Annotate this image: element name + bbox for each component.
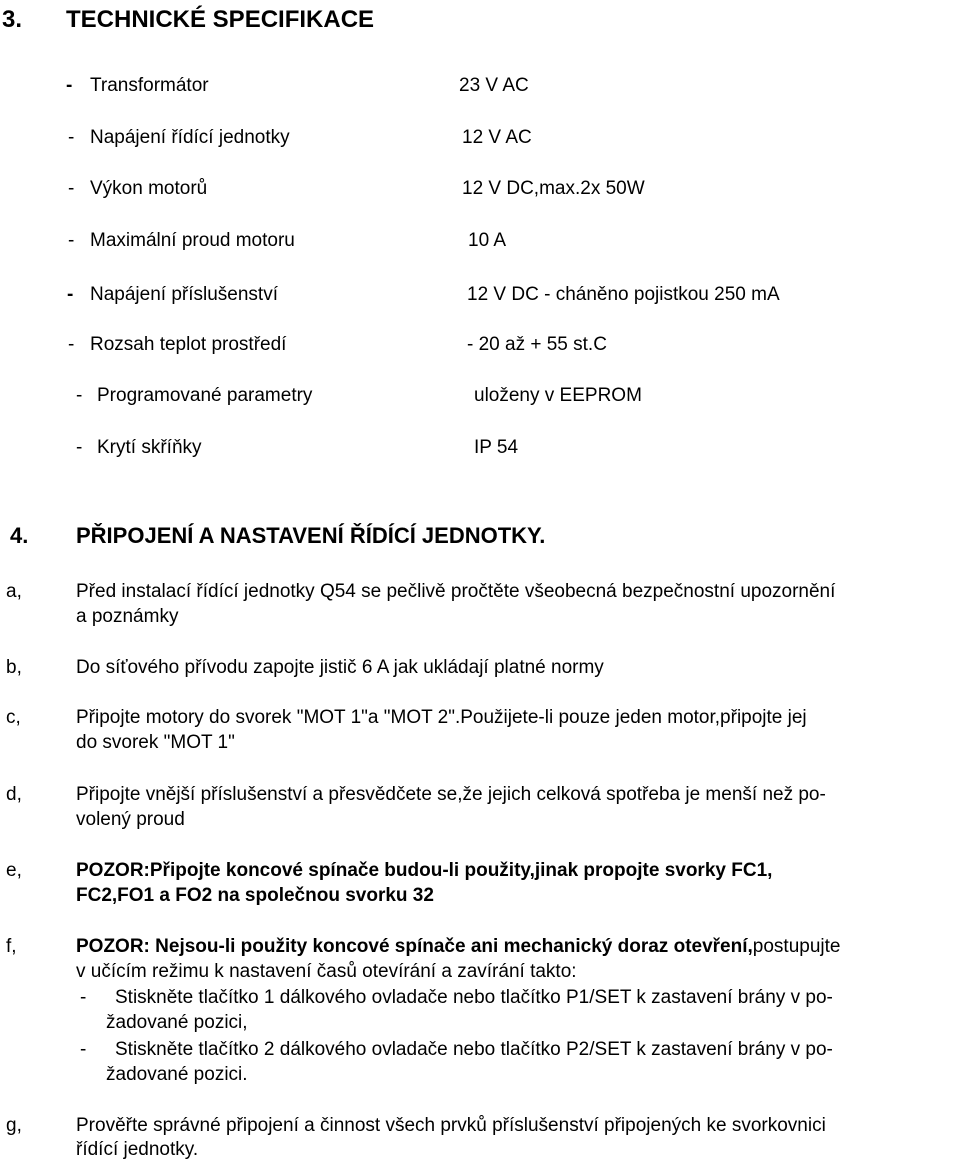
spec-label: Krytí skříňky xyxy=(97,437,202,458)
spec-value: 23 V AC xyxy=(459,75,529,96)
item-line: do svorek "MOT 1" xyxy=(76,732,235,753)
spec-label: Transformátor xyxy=(90,75,209,96)
item-line: FC2,FO1 a FO2 na společnou svorku 32 xyxy=(76,885,434,906)
warning-text: POZOR: Nejsou-li použity koncové spínače ani mechanický doraz otevření, xyxy=(76,936,753,957)
item-text-continuation: postupujte xyxy=(752,936,841,957)
item-label: e, xyxy=(6,860,22,881)
spec-value: 12 V DC,max.2x 50W xyxy=(462,178,645,199)
item-line: POZOR:Připojte koncové spínače budou-li použity,jinak propojte svorky FC1, xyxy=(76,860,773,881)
sub-item-line: žadované pozici. xyxy=(106,1064,248,1085)
spec-dash: - xyxy=(66,75,73,96)
item-line: Před instalací řídící jednotky Q54 se pečlivě pročtěte všeobecná bezpečnostní upozornění xyxy=(76,581,836,602)
item-line: řídící jednotky. xyxy=(76,1139,199,1160)
spec-value: 10 A xyxy=(468,230,507,251)
spec-dash: - xyxy=(76,385,83,406)
spec-dash: - xyxy=(68,178,75,199)
item-line: a poznámky xyxy=(76,606,179,627)
section-4-number: 4. xyxy=(10,523,29,548)
sub-item-dash: - xyxy=(80,987,87,1008)
spec-dash: - xyxy=(68,334,75,355)
spec-row xyxy=(66,74,72,98)
item-label: d, xyxy=(6,784,22,805)
item-label: f, xyxy=(6,936,17,957)
spec-value: 12 V DC - cháněno pojistkou 250 mA xyxy=(467,284,780,305)
sub-item-dash: - xyxy=(80,1039,87,1060)
spec-dash: - xyxy=(68,127,75,148)
sub-item-line: Stiskněte tlačítko 1 dálkového ovladače nebo tlačítko P1/SET k zastavení brány v po- xyxy=(115,987,833,1008)
sub-item-line: žadované pozici, xyxy=(106,1012,248,1033)
section-4-title: PŘIPOJENÍ A NASTAVENÍ ŘÍDÍCÍ JEDNOTKY. xyxy=(76,523,546,548)
item-line: Prověřte správné připojení a činnost všech prvků příslušenství připojených ke svorkovnici xyxy=(76,1115,826,1136)
item-label: g, xyxy=(6,1115,22,1136)
item-line: volený proud xyxy=(76,809,185,830)
item-line: Připojte motory do svorek "MOT 1"a "MOT 2".Použijete-li pouze jeden motor,připojte jej xyxy=(76,707,807,728)
item-line: Připojte vnější příslušenství a přesvědčete se,že jejich celková spotřeba je menší než po- xyxy=(76,784,826,805)
item-line: Do síťového přívodu zapojte jistič 6 A jak ukládají platné normy xyxy=(76,657,604,678)
spec-value: 12 V AC xyxy=(462,127,532,148)
item-line xyxy=(76,935,840,959)
item-label: c, xyxy=(6,707,21,728)
spec-label: Napájení řídící jednotky xyxy=(90,127,290,148)
sub-item-line: Stiskněte tlačítko 2 dálkového ovladače nebo tlačítko P2/SET k zastavení brány v po- xyxy=(115,1039,833,1060)
spec-value: - 20 až + 55 st.C xyxy=(467,334,607,355)
spec-label: Programované parametry xyxy=(97,385,313,406)
item-line: v učícím režimu k nastavení časů otevírání a zavírání takto: xyxy=(76,961,577,982)
spec-label: Napájení příslušenství xyxy=(90,284,278,305)
spec-value: IP 54 xyxy=(474,437,519,458)
spec-dash: - xyxy=(76,437,83,458)
spec-label: Rozsah teplot prostředí xyxy=(90,334,287,355)
item-label: b, xyxy=(6,657,22,678)
spec-label: Výkon motorů xyxy=(90,178,208,199)
spec-dash: - xyxy=(67,284,74,305)
spec-dash: - xyxy=(68,230,75,251)
spec-value: uloženy v EEPROM xyxy=(474,385,642,406)
section-3-number: 3. xyxy=(2,6,23,33)
item-label: a, xyxy=(6,581,22,602)
section-3-title: TECHNICKÉ SPECIFIKACE xyxy=(66,6,375,33)
spec-label: Maximální proud motoru xyxy=(90,230,295,251)
